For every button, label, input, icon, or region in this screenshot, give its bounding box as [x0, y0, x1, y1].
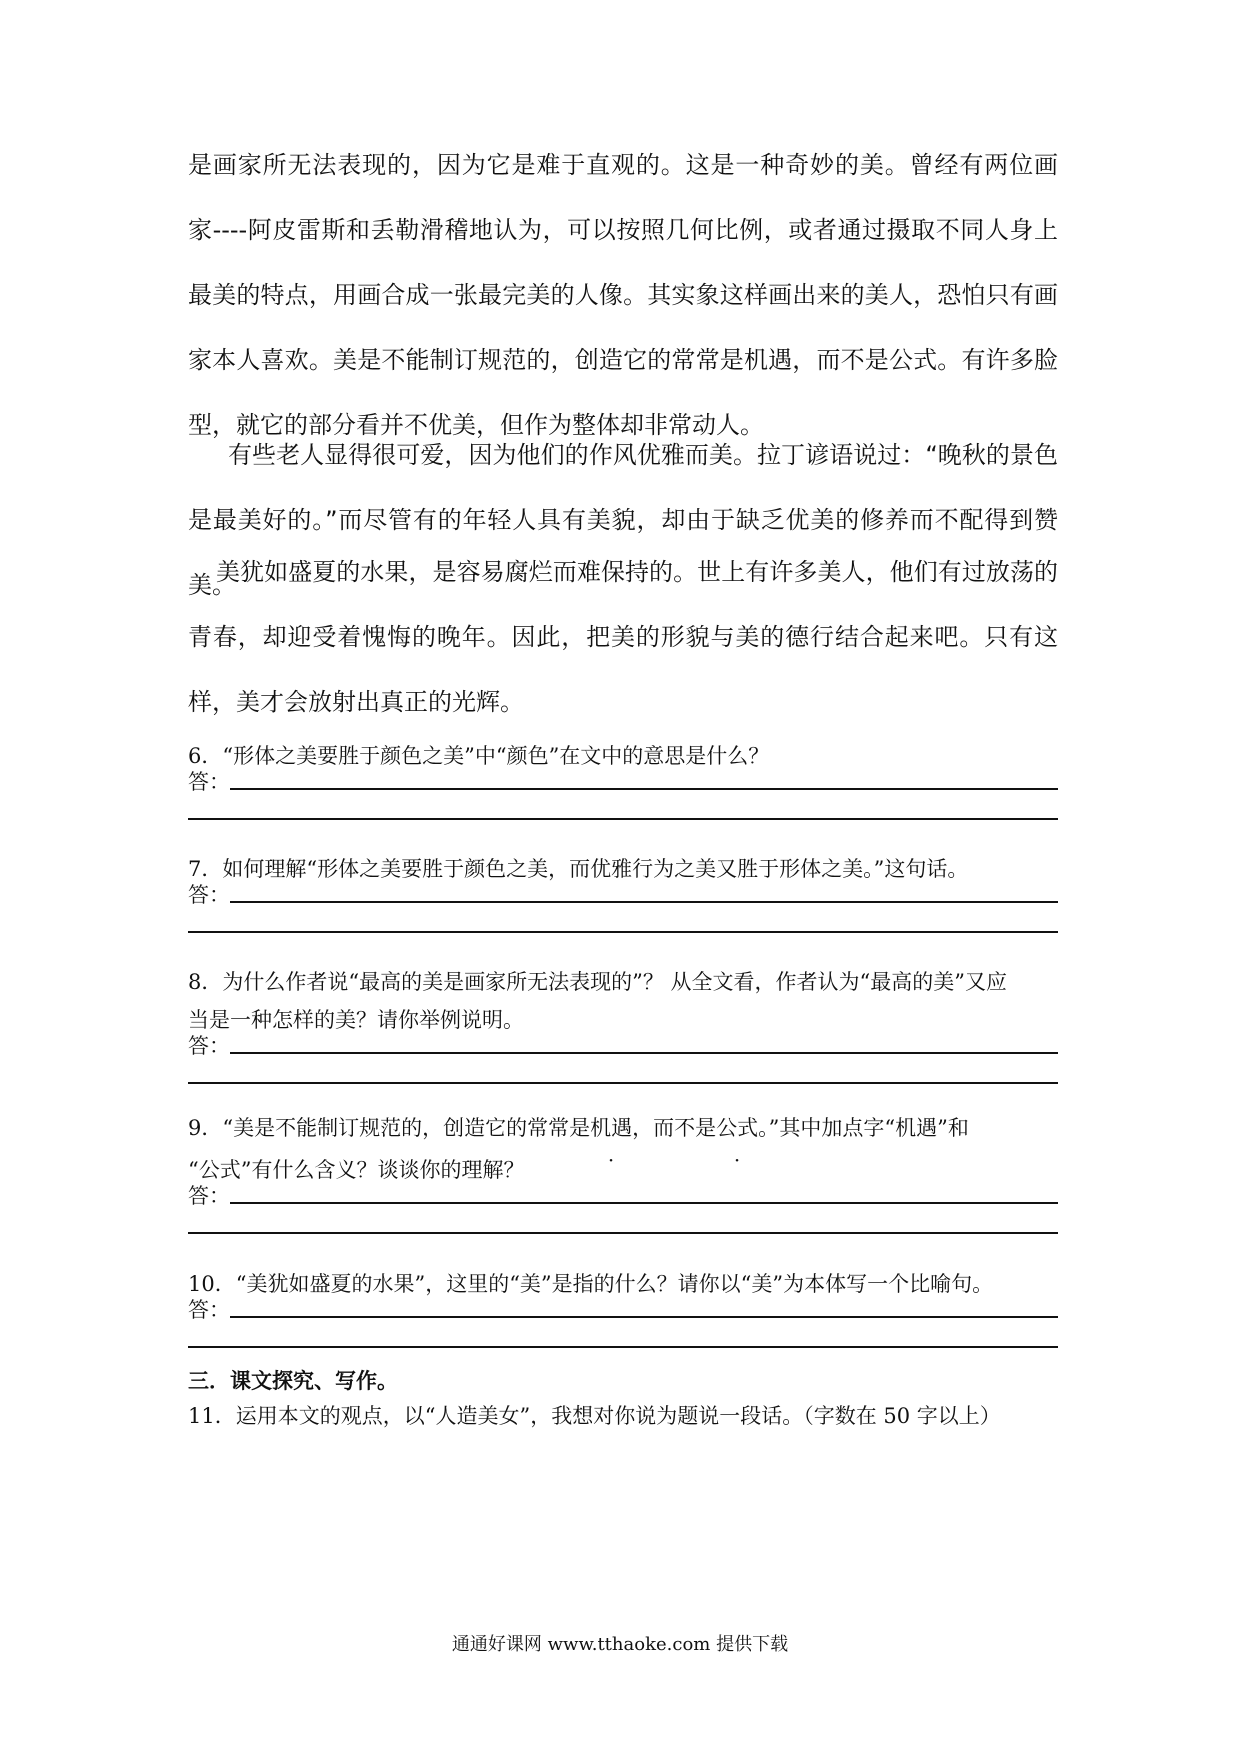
answer-line: [230, 1202, 1058, 1204]
question-9-text-a: 9．“美是不能制订规范的，创造它的常常是: [188, 1116, 591, 1140]
answer-line: [230, 788, 1058, 790]
question-9-line-1: [188, 1106, 1058, 1150]
emphasis-jiyu: 机遇: [590, 1116, 633, 1140]
emphasis-gongshi: 公式: [716, 1116, 759, 1140]
page-footer: 通通好课网 www.tthaoke.com 提供下载: [451, 1634, 789, 1655]
question-10: 10．“美犹如盛夏的水果”，这里的“美”是指的什么？请你以“美”为本体写一个比喻句。: [188, 1272, 994, 1296]
answer-line: [230, 901, 1058, 903]
answer-7[interactable]: [188, 877, 1058, 907]
answer-line: [230, 1316, 1058, 1318]
question-11: 11．运用本文的观点，以“人造美女”，我想对你说为题说一段话。（字数在 50 字以上）: [188, 1404, 1001, 1428]
answer-line-8b[interactable]: [188, 1082, 1058, 1084]
answer-label: 答：: [188, 1298, 230, 1322]
answer-line-7b[interactable]: [188, 931, 1058, 933]
answer-label: 答：: [188, 770, 230, 794]
question-6: 6．“形体之美要胜于颜色之美”中“颜色”在文中的意思是什么？: [188, 744, 770, 768]
passage-paragraph-3: 美犹如盛夏的水果，是容易腐烂而难保持的。世上有许多美人，他们有过放荡的青春，却迎受着愧悔的晚年。因此，把美的形貌与美的德行结合起来吧。只有这样，美才会放射出真正的光辉。: [188, 558, 1058, 716]
section-3-title: 三．课文探究、写作。: [188, 1368, 398, 1393]
question-9-text-c: 。”其中加点字“机遇”和: [758, 1116, 969, 1140]
answer-label: 答：: [188, 883, 230, 907]
passage-paragraph-1: 是画家所无法表现的，因为它是难于直观的。这是一种奇妙的美。曾经有两位画家----阿皮雷斯和丢勒滑稽地认为，可以按照几何比例，或者通过摄取不同人身上最美的特点，用画合成一张最完美的人像。其实象这样画出来的美人，恐怕只有画家本人喜欢。美是不能制订规范的，创造它的常常是机遇，而不是公式。有许多脸型，就它的部分看并不优美，但作为整体却非常动人。: [188, 151, 1058, 439]
answer-label: 答：: [188, 1184, 230, 1208]
answer-10[interactable]: [188, 1292, 1058, 1322]
answer-6[interactable]: [188, 764, 1058, 794]
passage-paragraph-2: 有些老人显得很可爱，因为他们的作风优雅而美。拉丁谚语说过：“晚秋的景色是最美好的。”而尽管有的年轻人具有美貌，却由于缺乏优美的修养而不配得到赞美。: [188, 441, 1058, 599]
answer-line-6b[interactable]: [188, 818, 1058, 820]
answer-line-9b[interactable]: [188, 1232, 1058, 1234]
answer-line: [230, 1052, 1058, 1054]
answer-9[interactable]: [188, 1178, 1058, 1208]
question-9-line-2: “公式”有什么含义？谈谈你的理解？: [188, 1158, 525, 1182]
answer-label: 答：: [188, 1034, 230, 1058]
answer-line-10b[interactable]: [188, 1346, 1058, 1348]
question-9-text-b: ，而不是: [632, 1116, 717, 1140]
answer-8[interactable]: [188, 1028, 1058, 1058]
question-7: 7．如何理解“形体之美要胜于颜色之美，而优雅行为之美又胜于形体之美。”这句话。: [188, 857, 969, 881]
question-8-line-2: 当是一种怎样的美？请你举例说明。: [188, 1008, 524, 1032]
question-8-line-1: 8．为什么作者说“最高的美是画家所无法表现的”？ 从全文看，作者认为“最高的美”又应: [188, 970, 1007, 994]
